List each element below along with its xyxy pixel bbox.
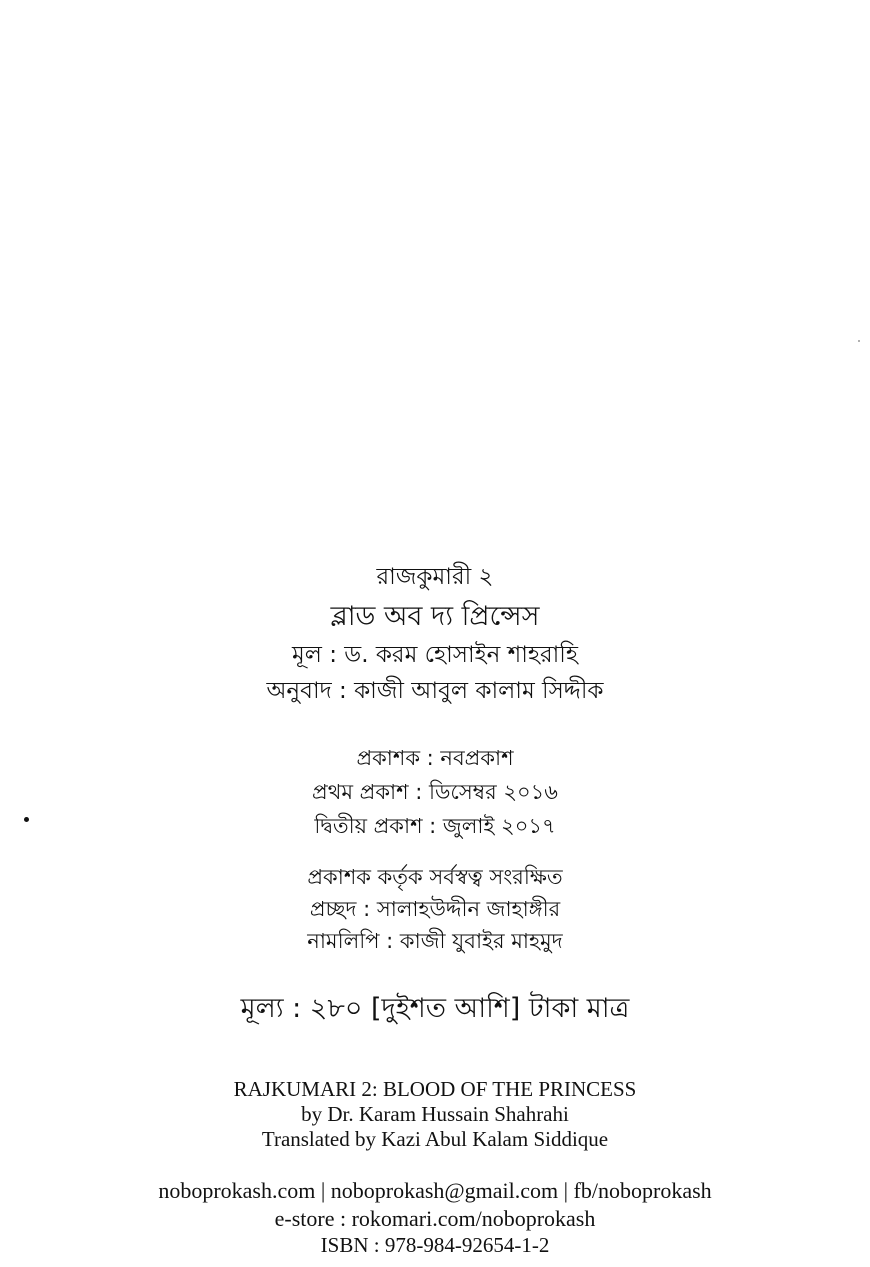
isbn-line: ISBN : 978-984-92654-1-2 bbox=[320, 1233, 550, 1257]
contact-web-line: noboprokash.com | noboprokash@gmail.com | fb/noboprokash bbox=[158, 1178, 712, 1203]
english-author: by Dr. Karam Hussain Shahrahi bbox=[301, 1102, 569, 1126]
english-title: RAJKUMARI 2: BLOOD OF THE PRINCESS bbox=[233, 1077, 637, 1101]
english-translator: Translated by Kazi Abul Kalam Siddique bbox=[261, 1127, 609, 1151]
original-author: মূল : ড. করম হোসাইন শাহরাহি bbox=[292, 642, 578, 668]
scan-speck bbox=[24, 817, 29, 822]
book-title: ব্লাড অব দ্য প্রিন্সেস bbox=[330, 601, 540, 632]
lettering-credit: নামলিপি : কাজী যুবাইর মাহমুদ bbox=[307, 929, 563, 953]
copyright-line: প্রকাশক কর্তৃক সর্বস্বত্ব সংরক্ষিত bbox=[307, 865, 563, 889]
scan-speck-small bbox=[858, 340, 860, 342]
second-edition-line: দ্বিতীয় প্রকাশ : জুলাই ২০১৭ bbox=[314, 814, 556, 838]
translator-bn: অনুবাদ : কাজী আবুল কালাম সিদ্দীক bbox=[266, 678, 604, 704]
price-line: মূল্য : ২৮০ [দুইশত আশি] টাকা মাত্র bbox=[240, 993, 630, 1024]
publisher-line: প্রকাশক : নবপ্রকাশ bbox=[356, 746, 514, 770]
series-title: রাজকুমারী ২ bbox=[376, 564, 494, 590]
cover-credit: প্রচ্ছদ : সালাহউদ্দীন জাহাঙ্গীর bbox=[309, 897, 561, 921]
estore-line: e-store : rokomari.com/noboprokash bbox=[274, 1206, 596, 1231]
first-edition-line: প্রথম প্রকাশ : ডিসেম্বর ২০১৬ bbox=[312, 780, 558, 804]
